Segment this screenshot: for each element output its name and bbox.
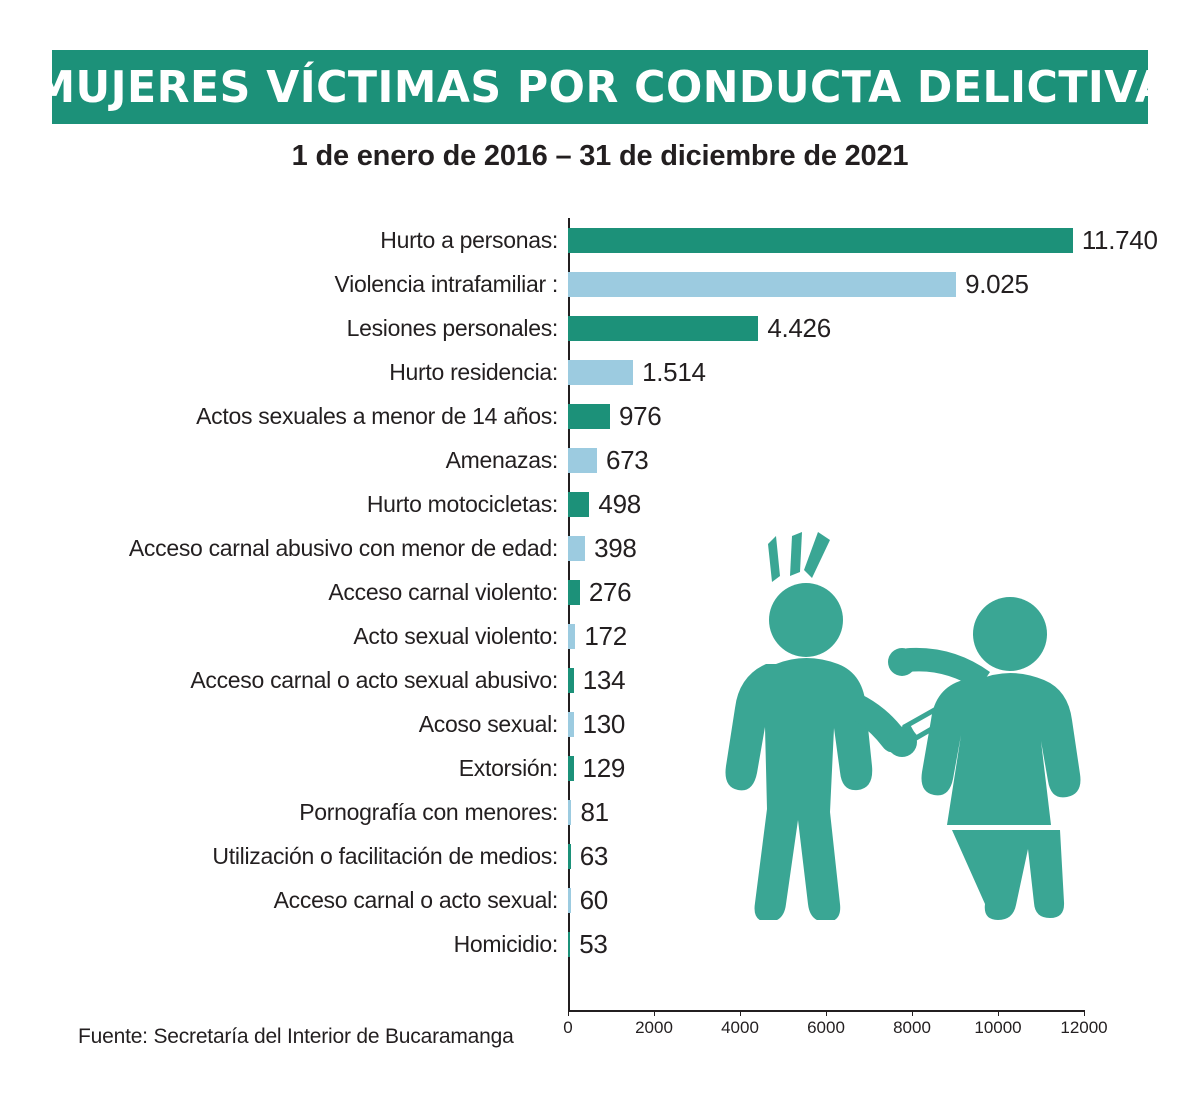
bar-zone bbox=[568, 922, 1160, 966]
date-range-subtitle: 1 de enero de 2016 – 31 de diciembre de 2021 bbox=[291, 140, 909, 172]
bar-value-label: 63 bbox=[579, 840, 609, 871]
bar bbox=[568, 888, 571, 913]
bar-category-label: Acceso carnal abusivo con menor de edad: bbox=[128, 534, 558, 561]
x-axis-tick-label: 6000 bbox=[807, 1018, 845, 1037]
bar bbox=[568, 580, 580, 605]
victim-figure bbox=[888, 597, 1080, 920]
bar-category-label: Acoso sexual: bbox=[418, 710, 558, 737]
bar bbox=[568, 668, 574, 693]
bar bbox=[568, 272, 956, 297]
bar-value-label: 673 bbox=[605, 444, 649, 475]
anger-marks-icon bbox=[768, 532, 830, 582]
bar-row bbox=[40, 438, 1160, 482]
bar bbox=[568, 844, 571, 869]
bar-category-label: Hurto a personas: bbox=[380, 226, 558, 253]
bar-row bbox=[40, 394, 1160, 438]
bar-category-label: Utilización o facilitación de medios: bbox=[212, 842, 558, 869]
bar bbox=[568, 536, 585, 561]
bar-zone bbox=[568, 482, 1160, 526]
bar-value-label: 81 bbox=[580, 796, 609, 827]
bar-value-label: 134 bbox=[582, 664, 626, 695]
bar-category-label: Actos sexuales a menor de 14 años: bbox=[196, 402, 558, 429]
x-axis-tick bbox=[654, 1010, 655, 1016]
bar bbox=[568, 492, 589, 517]
bar-value-label: 4.426 bbox=[767, 312, 831, 343]
x-axis-tick bbox=[998, 1010, 999, 1016]
bar-value-label: 130 bbox=[582, 708, 626, 739]
bar-value-label: 53 bbox=[579, 928, 608, 959]
bar-category-label: Acto sexual violento: bbox=[353, 622, 558, 649]
x-axis-tick-label: 2000 bbox=[635, 1018, 673, 1037]
bar bbox=[568, 712, 574, 737]
chart-x-axis bbox=[563, 1010, 1160, 1044]
bar-category-label: Violencia intrafamiliar : bbox=[334, 270, 558, 297]
x-axis-tick-label: 10000 bbox=[974, 1018, 1022, 1037]
bar-value-label: 172 bbox=[584, 620, 627, 651]
bar-category-label: Homicidio: bbox=[453, 930, 558, 957]
bar-category-label: Extorsión: bbox=[458, 754, 558, 781]
bar-category-label: Pornografía con menores: bbox=[299, 798, 558, 825]
bar bbox=[568, 932, 570, 957]
bar bbox=[568, 360, 633, 385]
bar bbox=[568, 404, 610, 429]
bar bbox=[568, 228, 1073, 253]
bar-row bbox=[40, 350, 1160, 394]
bar-value-label: 129 bbox=[582, 752, 626, 783]
bar-row bbox=[40, 218, 1160, 262]
aggressor-figure bbox=[726, 583, 918, 920]
bar-row bbox=[40, 262, 1160, 306]
bar-category-label: Acceso carnal violento: bbox=[328, 578, 558, 605]
x-axis-tick-label: 4000 bbox=[721, 1018, 759, 1037]
x-axis-tick bbox=[826, 1010, 827, 1016]
bar-value-label: 498 bbox=[598, 488, 641, 519]
bar-zone bbox=[568, 218, 1160, 262]
aggressor-with-knife-illustration bbox=[720, 530, 1100, 920]
x-axis-tick bbox=[912, 1010, 913, 1016]
x-axis-tick bbox=[1084, 1010, 1085, 1016]
bar bbox=[568, 800, 571, 825]
bar-value-label: 976 bbox=[618, 400, 662, 431]
bar-category-label: Acceso carnal o acto sexual: bbox=[273, 886, 558, 913]
bar-value-label: 276 bbox=[588, 576, 632, 607]
bar-value-label: 1.514 bbox=[642, 356, 706, 387]
bar-row bbox=[40, 306, 1160, 350]
x-axis-tick bbox=[740, 1010, 741, 1016]
page-title: MUJERES VÍCTIMAS POR CONDUCTA DELICTIVA bbox=[32, 61, 1168, 113]
title-banner bbox=[32, 50, 1168, 124]
x-axis-tick-label: 12000 bbox=[1060, 1018, 1108, 1037]
bar-value-label: 60 bbox=[579, 884, 608, 915]
x-axis-tick bbox=[568, 1010, 569, 1016]
bar-value-label: 11.740 bbox=[1081, 224, 1158, 255]
bar bbox=[568, 756, 574, 781]
source-note: Fuente: Secretaría del Interior de Bucaramanga bbox=[78, 1025, 514, 1048]
bar-zone bbox=[568, 262, 1160, 306]
bar-zone bbox=[568, 438, 1160, 482]
bar bbox=[568, 448, 597, 473]
bar-zone bbox=[568, 350, 1160, 394]
x-axis-tick-label: 8000 bbox=[893, 1018, 931, 1037]
bar-row bbox=[40, 482, 1160, 526]
bar-category-label: Hurto residencia: bbox=[389, 358, 558, 385]
bar-category-label: Hurto motocicletas: bbox=[366, 490, 558, 517]
bar-value-label: 398 bbox=[594, 532, 637, 563]
bar-zone bbox=[568, 306, 1160, 350]
bar-category-label: Amenazas: bbox=[445, 446, 558, 473]
bar-row bbox=[40, 922, 1160, 966]
bar-zone bbox=[568, 394, 1160, 438]
x-axis-tick-label: 0 bbox=[563, 1018, 573, 1037]
bar-value-label: 9.025 bbox=[965, 268, 1029, 299]
bar-category-label: Acceso carnal o acto sexual abusivo: bbox=[190, 666, 558, 693]
bar bbox=[568, 624, 575, 649]
bar-category-label: Lesiones personales: bbox=[346, 314, 558, 341]
bar bbox=[568, 316, 758, 341]
